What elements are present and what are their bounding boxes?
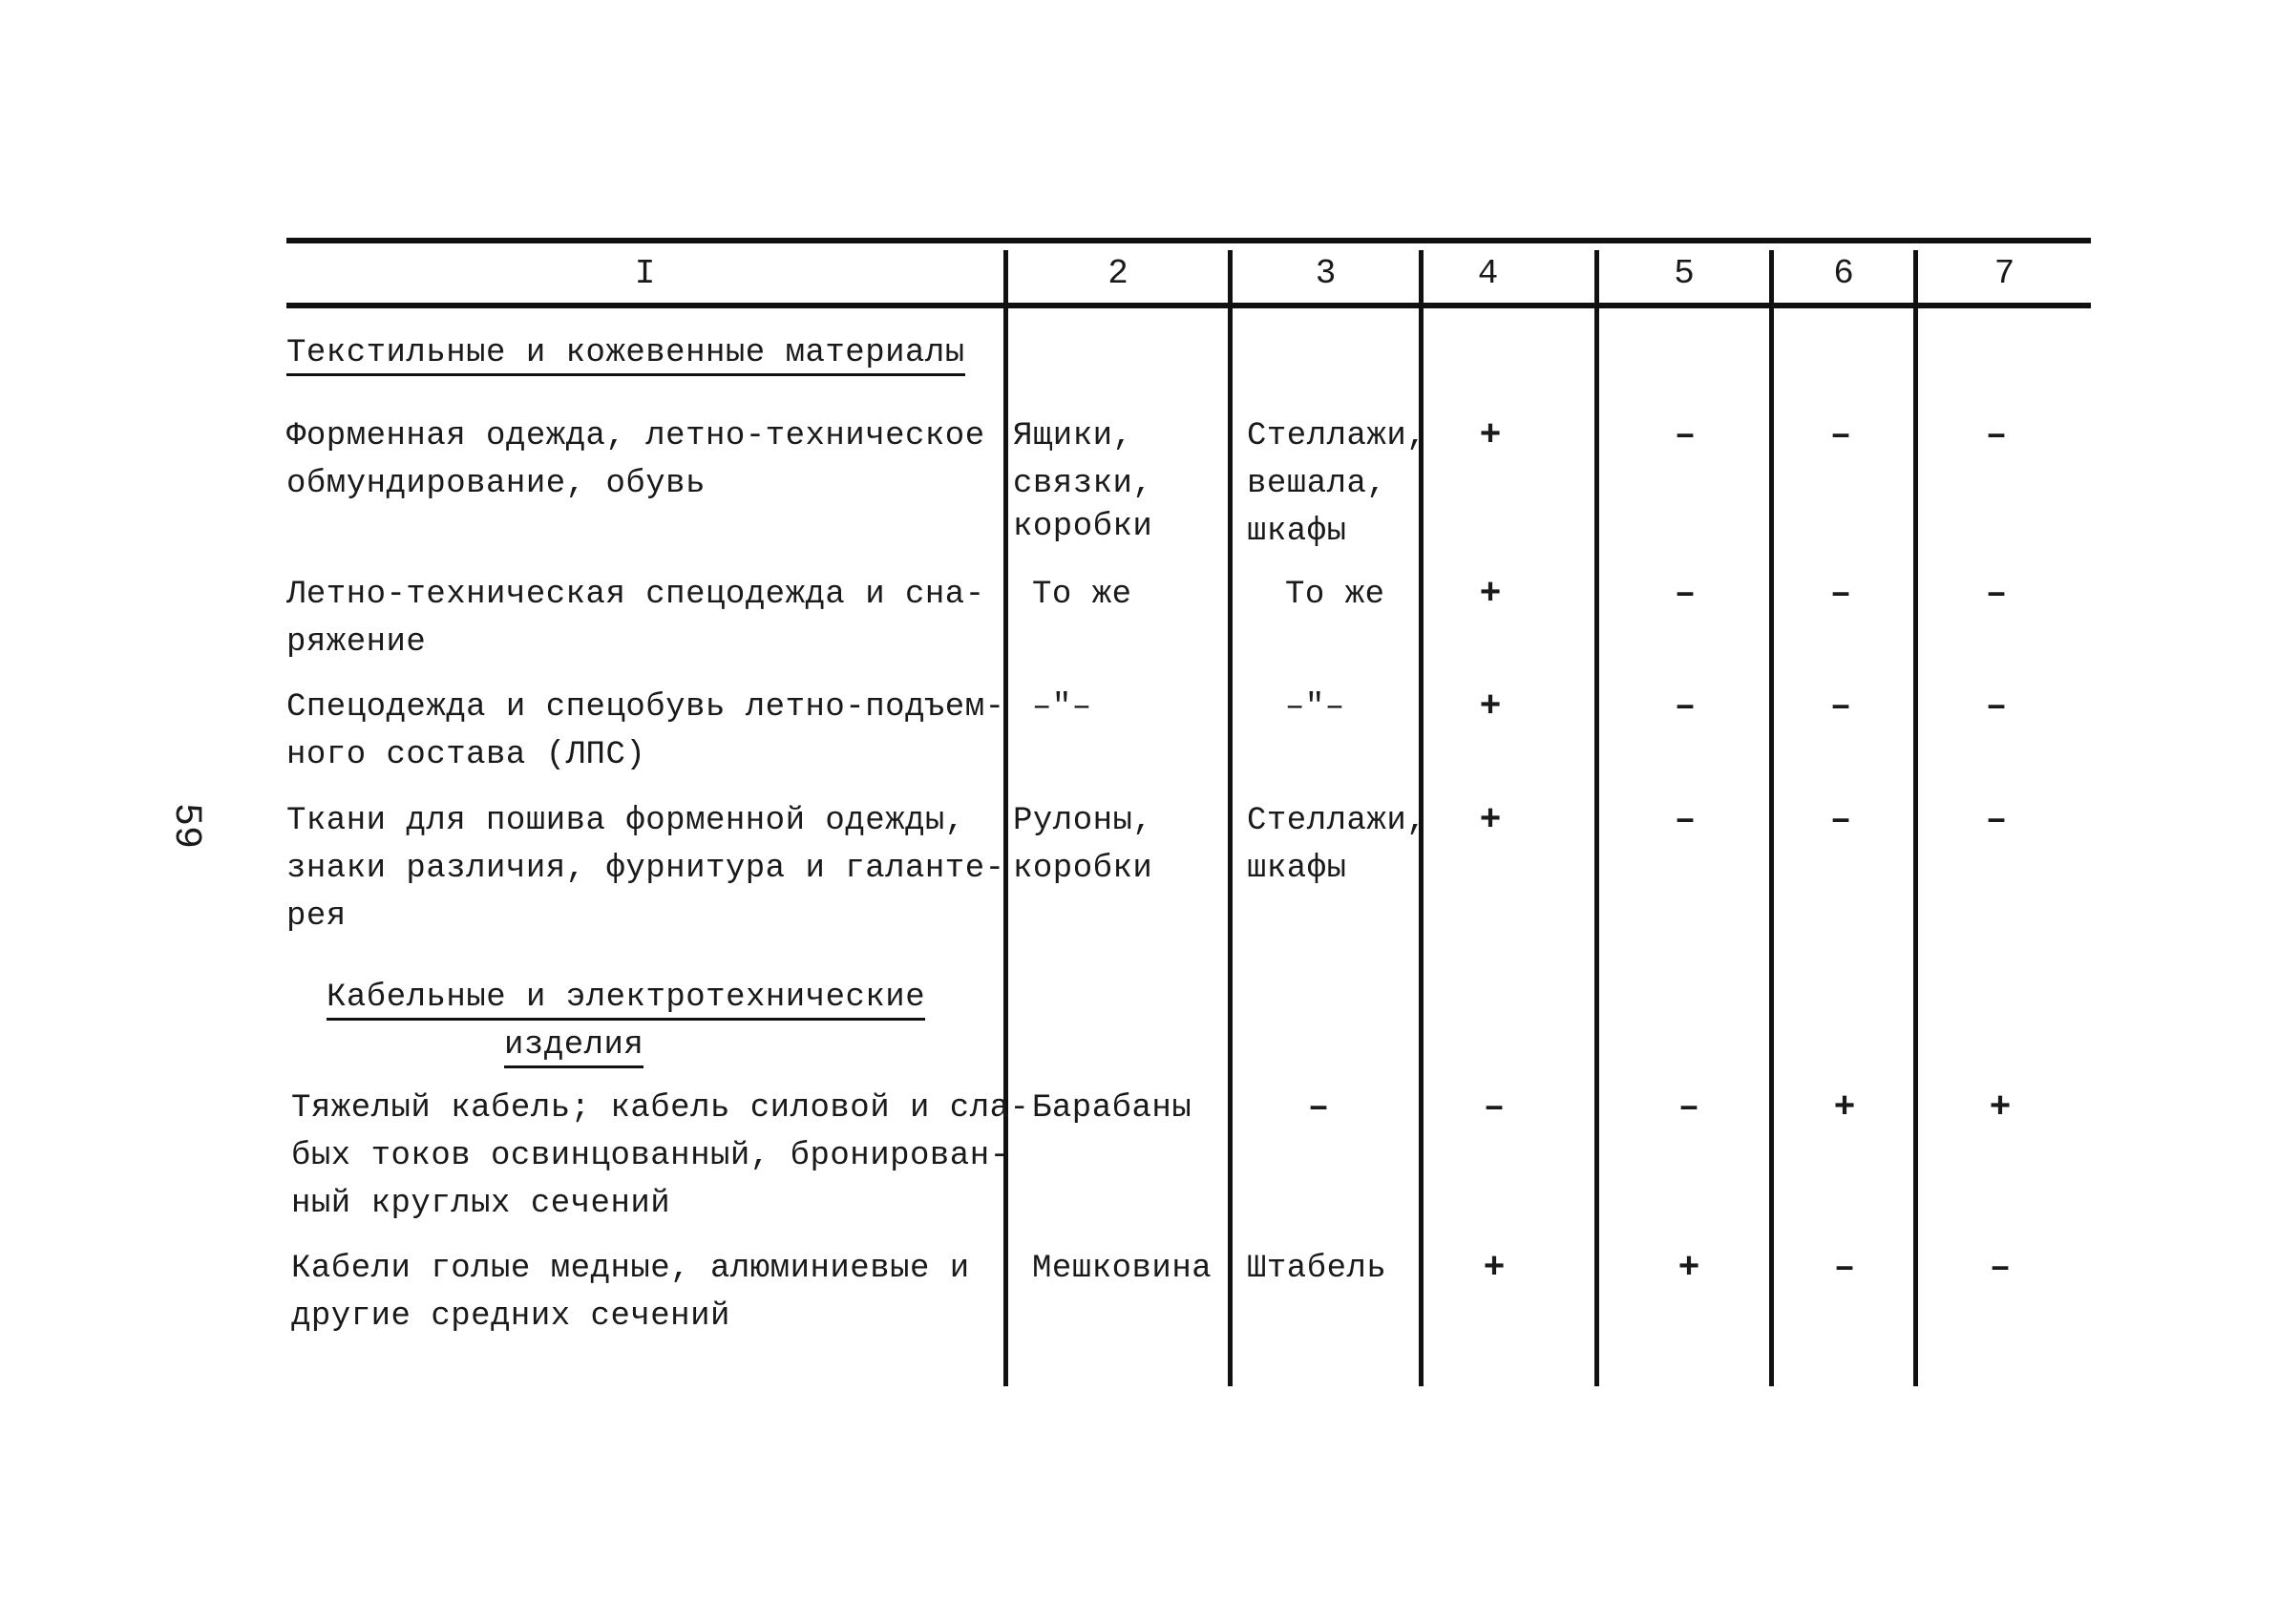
row-3-col7: – bbox=[1985, 686, 2008, 728]
row-1-name-line-1: Форменная одежда, летно-техническое bbox=[286, 418, 985, 454]
row-1-name-line-2: обмундирование, обувь bbox=[286, 466, 706, 502]
header-col-1: I bbox=[634, 254, 656, 293]
row-3-col5: – bbox=[1674, 686, 1697, 728]
row-1-col7: – bbox=[1985, 415, 2008, 456]
row-2-col5: – bbox=[1674, 574, 1697, 615]
table-top-rule bbox=[286, 238, 2091, 243]
row-4-col2-line-1: Рулоны, bbox=[1013, 803, 1153, 839]
header-col-6: 6 bbox=[1833, 254, 1854, 293]
row-2-col3: То же bbox=[1285, 577, 1385, 613]
section-title-cables-line-1: Кабельные и электротехнические bbox=[327, 974, 925, 1022]
row-6-name-line-1: Кабели голые медные, алюминиевые и bbox=[291, 1251, 970, 1287]
row-5-name-line-2: бых токов освинцованный, бронирован- bbox=[291, 1138, 1010, 1174]
row-1-col2-line-2: связки, bbox=[1013, 466, 1153, 502]
table-header-rule bbox=[286, 303, 2091, 308]
row-1-col2-line-3: коробки bbox=[1013, 509, 1153, 545]
row-1-col3-line-2: вешала, bbox=[1247, 466, 1387, 502]
row-4-col2-line-2: коробки bbox=[1013, 851, 1153, 887]
row-6-col6: – bbox=[1833, 1248, 1856, 1289]
row-2-col6: – bbox=[1829, 574, 1852, 615]
row-3-col4: + bbox=[1479, 686, 1502, 728]
row-5-name-line-1: Тяжелый кабель; кабель силовой и сла- bbox=[291, 1090, 1030, 1127]
row-3-col6: – bbox=[1829, 686, 1852, 728]
row-2-col2: То же bbox=[1032, 577, 1132, 613]
row-4-name-line-3: рея bbox=[286, 898, 347, 935]
row-5-col4: – bbox=[1483, 1087, 1506, 1128]
row-6-col4: + bbox=[1483, 1248, 1506, 1289]
row-2-name-line-1: Летно-техническая спецодежда и сна- bbox=[286, 577, 985, 613]
row-3-name-line-1: Спецодежда и спецобувь летно-подъем- bbox=[286, 689, 1005, 726]
row-4-name-line-2: знаки различия, фурнитура и галанте- bbox=[286, 851, 1005, 887]
row-4-col3-line-1: Стеллажи, bbox=[1247, 803, 1427, 839]
row-3-name-line-2: ного состава (ЛПС) bbox=[286, 737, 646, 773]
row-1-col4: + bbox=[1479, 415, 1502, 456]
row-5-col5: – bbox=[1677, 1087, 1700, 1128]
row-1-col3-line-1: Стеллажи, bbox=[1247, 418, 1427, 454]
row-5-col3: – bbox=[1307, 1087, 1330, 1128]
row-6-col5: + bbox=[1677, 1248, 1700, 1289]
header-col-7: 7 bbox=[1993, 254, 2015, 293]
row-1-col2-line-1: Ящики, bbox=[1013, 418, 1133, 454]
row-4-col7: – bbox=[1985, 800, 2008, 841]
row-5-col6: + bbox=[1833, 1087, 1856, 1128]
row-4-col4: + bbox=[1479, 800, 1502, 841]
row-6-name-line-2: другие средних сечений bbox=[291, 1298, 730, 1335]
page-number: 59 bbox=[164, 802, 208, 850]
row-3-col3: –"– bbox=[1285, 689, 1345, 726]
section-title-textiles: Текстильные и кожевенные материалы bbox=[286, 329, 965, 377]
row-6-col2: Мешковина bbox=[1032, 1251, 1213, 1287]
row-3-col2: –"– bbox=[1032, 689, 1092, 726]
column-divider-6-7 bbox=[1913, 250, 1918, 1386]
header-col-3: 3 bbox=[1315, 254, 1337, 293]
section-title-cables-line-2: изделия bbox=[504, 1022, 643, 1069]
column-divider-4-5 bbox=[1594, 250, 1599, 1386]
row-4-col6: – bbox=[1829, 800, 1852, 841]
column-divider-1-2 bbox=[1003, 250, 1008, 1386]
row-2-col4: + bbox=[1479, 574, 1502, 615]
header-col-2: 2 bbox=[1107, 254, 1128, 293]
row-5-col2: Барабаны bbox=[1032, 1090, 1192, 1127]
row-1-col5: – bbox=[1674, 415, 1697, 456]
row-1-col3-line-3: шкафы bbox=[1247, 514, 1347, 550]
row-4-col5: – bbox=[1674, 800, 1697, 841]
row-5-col7: + bbox=[1989, 1087, 2012, 1128]
column-divider-2-3 bbox=[1228, 250, 1233, 1386]
row-6-col3: Штабель bbox=[1247, 1251, 1387, 1287]
row-4-name-line-1: Ткани для пошива форменной одежды, bbox=[286, 803, 965, 839]
row-2-col7: – bbox=[1985, 574, 2008, 615]
row-6-col7: – bbox=[1989, 1248, 2012, 1289]
header-col-4: 4 bbox=[1477, 254, 1499, 293]
row-4-col3-line-2: шкафы bbox=[1247, 851, 1347, 887]
row-2-name-line-2: ряжение bbox=[286, 624, 427, 661]
row-5-name-line-3: ный круглых сечений bbox=[291, 1186, 671, 1222]
column-divider-5-6 bbox=[1769, 250, 1774, 1386]
header-col-5: 5 bbox=[1674, 254, 1695, 293]
row-1-col6: – bbox=[1829, 415, 1852, 456]
